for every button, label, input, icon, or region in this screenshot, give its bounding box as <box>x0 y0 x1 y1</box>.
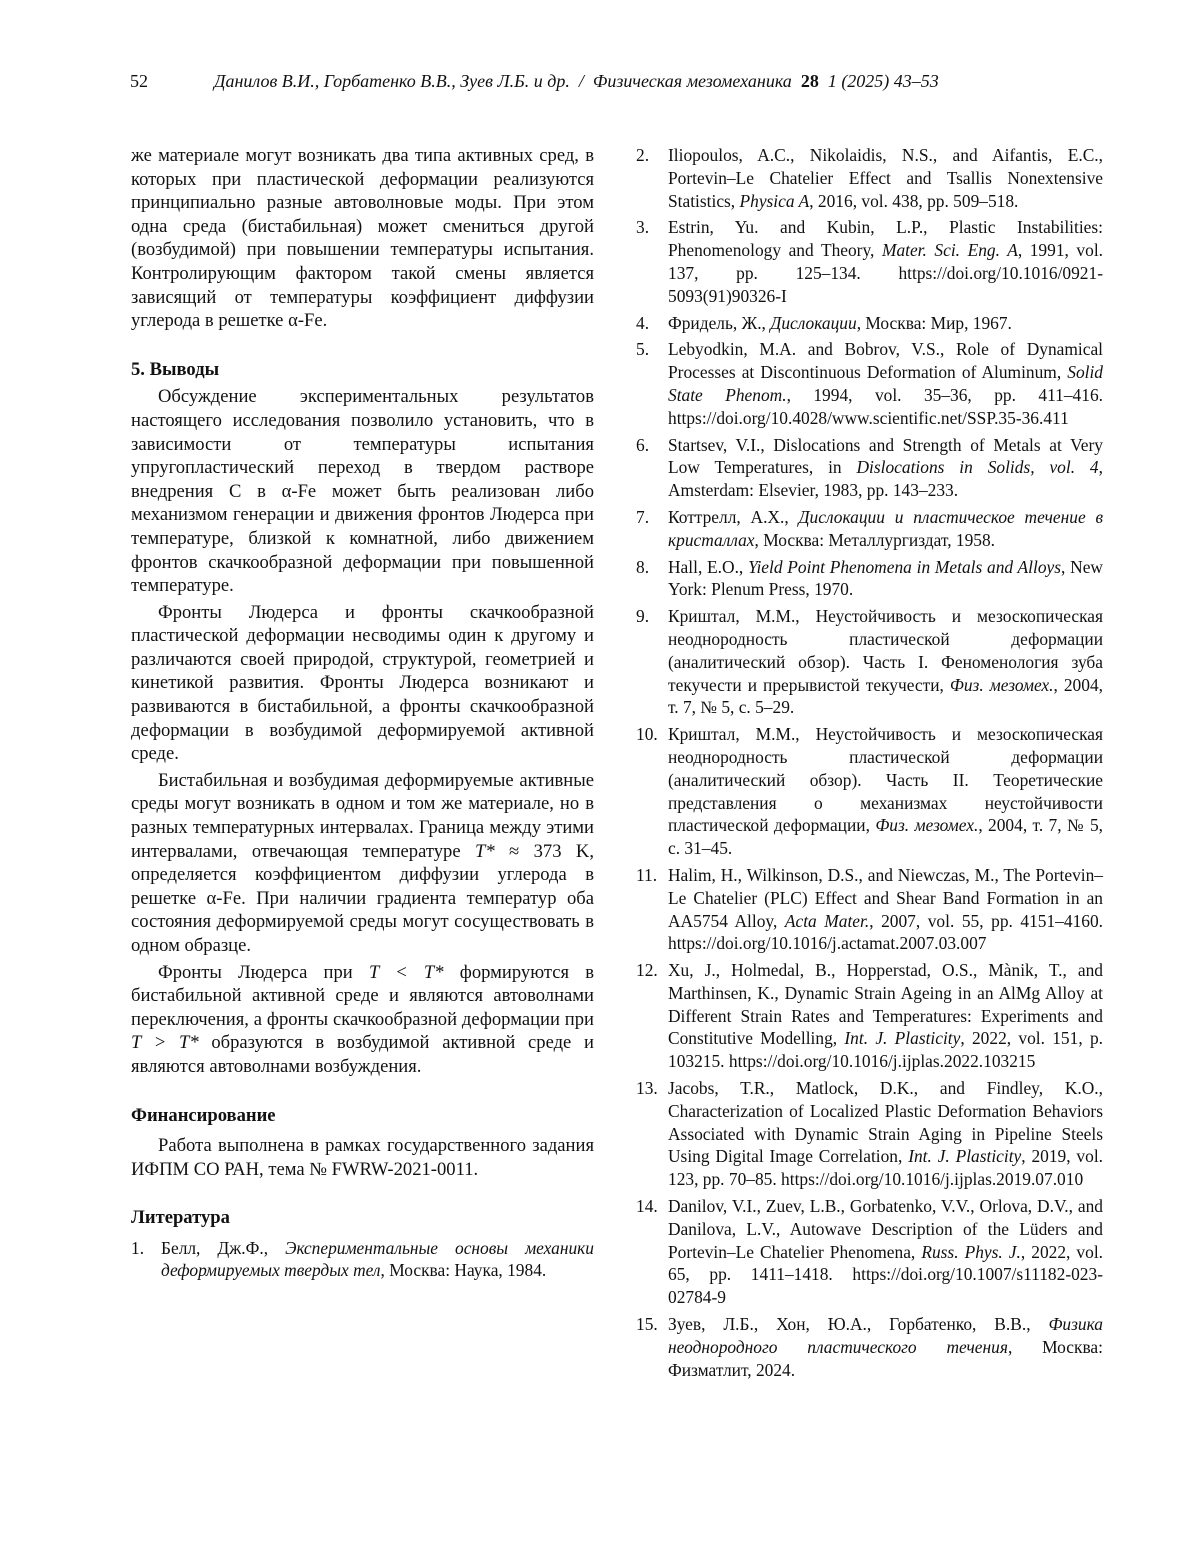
reference-title: Экспериментальные основы механики деформируемых твердых тел <box>161 1238 594 1280</box>
reference-text <box>668 556 1103 602</box>
reference-number: 6. <box>636 434 668 502</box>
reference-tail: , 2004, т. 7, № 5, с. 31–45. <box>668 815 1103 858</box>
funding-heading: Финансирование <box>131 1104 594 1128</box>
journal-page <box>0 0 1200 1553</box>
reference-source: Дислокации и пластическое течение в кристаллах <box>668 507 1103 550</box>
p4-text-b: формируются в бистабильной активной среде и являются автоволнами переключения, а фронты скачкообразной деформации при <box>131 962 594 1030</box>
reference-text <box>668 434 1103 502</box>
reference-source: Int. J. Plasticity <box>844 1028 960 1048</box>
reference-number: 2. <box>636 144 668 212</box>
reference-text <box>668 1077 1103 1191</box>
reference-source: Dislocations in Solids, vol. 4 <box>856 457 1098 477</box>
p4-text-a: Фронты Людерса при <box>158 962 369 983</box>
reference-text <box>668 1313 1103 1381</box>
reference-source: Mater. Sci. Eng. A <box>882 240 1018 260</box>
reference-number: 8. <box>636 556 668 602</box>
reference-text <box>161 1237 594 1282</box>
reference-item <box>636 1077 1103 1191</box>
p4-condition-2: T > T* <box>131 1032 199 1053</box>
reference-text <box>668 1195 1103 1309</box>
reference-number: 3. <box>636 216 668 307</box>
reference-source: Физ. мезомех. <box>950 675 1054 695</box>
reference-tail: , 2019, vol. 123, pp. 70–85. https://doi.org/10.1016/j.ijplas.2019.07.010 <box>668 1146 1103 1189</box>
reference-source: Solid State Phenom. <box>668 362 1103 405</box>
reference-number: 5. <box>636 338 668 429</box>
p3-text-after: ≈ 373 K, определяется коэффициентом диффузии углерода в решетке α-Fe. При наличии градиента температур оба состояния деформируемой среды могут сосуществовать в одном образце. <box>131 841 594 956</box>
header-volume: 28 <box>801 71 819 91</box>
reference-source: Physica A <box>740 191 810 211</box>
reference-text <box>668 864 1103 955</box>
reference-source: Acta Mater. <box>785 911 869 931</box>
header-citation <box>214 70 939 92</box>
reference-tail: , 2004, т. 7, № 5, с. 5–29. <box>668 675 1103 718</box>
reference-tail: , New York: Plenum Press, 1970. <box>668 557 1103 600</box>
header-separator: / <box>579 71 584 91</box>
reference-item <box>636 338 1103 429</box>
reference-tail: , 1991, vol. 137, pp. 125–134. https://doi.org/10.1016/0921-5093(91)90326-I <box>668 240 1103 306</box>
reference-text <box>668 338 1103 429</box>
reference-main: Xu, J., Holmedal, B., Hopperstad, O.S., Mànik, T., and Marthinsen, K., Dynamic Strain Ageing in an AlMg Alloy at Different Strain Rates and Temperatures: Experiments and Constitutive Modelling, <box>668 960 1103 1048</box>
reference-number: 4. <box>636 312 668 335</box>
p3-text-before: Бистабильная и возбудимая деформируемые активные среды могут возникать в одном и том же материале, но в разных температурных интервалах. Граница между этими интервалами, отвечающая температуре <box>131 770 594 862</box>
reference-item <box>636 506 1103 552</box>
reference-number: 12. <box>636 959 668 1073</box>
reference-item <box>636 605 1103 719</box>
reference-tail: , Москва: Наука, 1984. <box>381 1260 547 1280</box>
header-authors: Данилов В.И., Горбатенко В.В., Зуев Л.Б. и др. <box>214 71 570 91</box>
reference-number: 14. <box>636 1195 668 1309</box>
reference-tail: , 2022, vol. 65, pp. 1411–1418. https://doi.org/10.1007/s11182-023-02784-9 <box>668 1242 1103 1308</box>
reference-source: Yield Point Phenomena in Metals and Alloys <box>748 557 1061 577</box>
page-number: 52 <box>130 70 148 92</box>
p4-condition-1: T < T* <box>369 962 444 983</box>
reference-main: Halim, H., Wilkinson, D.S., and Niewczas, M., The Portevin–Le Chatelier (PLC) Effect and Shear Band Formation in an AA5754 Alloy, <box>668 865 1103 931</box>
reference-item <box>636 723 1103 860</box>
reference-number: 7. <box>636 506 668 552</box>
reference-tail: , 2007, vol. 55, pp. 4151–4160. https://doi.org/10.1016/j.actamat.2007.03.007 <box>668 911 1103 954</box>
reference-item <box>636 434 1103 502</box>
p4-text-c: образуются в возбудимой активной среде и являются автоволнами возбуждения. <box>131 1032 594 1077</box>
reference-number: 1. <box>131 1237 161 1282</box>
reference-main: Danilov, V.I., Zuev, L.B., Gorbatenko, V.V., Orlova, D.V., and Danilova, L.V., Autowave Description of the Lüders and Portevin–Le Chatelier Phenomena, <box>668 1196 1103 1262</box>
reference-main: Hall, E.O., <box>668 557 748 577</box>
reference-authors: Белл, Дж.Ф., <box>161 1238 285 1258</box>
reference-source: Russ. Phys. J. <box>921 1242 1021 1262</box>
header-issue-pages: 1 (2025) 43–53 <box>828 71 939 91</box>
reference-item <box>636 1313 1103 1381</box>
reference-tail: , 2022, vol. 151, p. 103215. https://doi.org/10.1016/j.ijplas.2022.103215 <box>668 1028 1103 1071</box>
right-column <box>636 144 1103 1385</box>
reference-item <box>636 556 1103 602</box>
conclusions-paragraph-4 <box>131 961 594 1079</box>
reference-tail: , Amsterdam: Elsevier, 1983, pp. 143–233. <box>668 457 1103 500</box>
p3-variable: T* <box>475 841 495 862</box>
conclusions-heading: 5. Выводы <box>131 358 594 382</box>
reference-item <box>131 1237 594 1282</box>
reference-main: Криштал, М.М., Неустойчивость и мезоскопическая неоднородность пластической деформации (аналитический обзор). Часть II. Теоретические представления о механизмах неустойчивости пластической деформации, <box>668 724 1103 835</box>
reference-item <box>636 312 1103 335</box>
reference-source: Физика неоднородного пластического течения <box>668 1314 1103 1357</box>
reference-source: Int. J. Plasticity <box>908 1146 1021 1166</box>
conclusions-paragraph-1: Обсуждение экспериментальных результатов настоящего исследования позволило установить, что в зависимости от температуры испытания упругопластический переход в твердом растворе внедрения С в α-Fe может быть реализован либо механизмом генерации и движения фронтов Людерса при температуре, близкой к комнатной, либо движением фронтов скачкообразной деформации при повышенной температуре. <box>131 385 594 597</box>
reference-item <box>636 216 1103 307</box>
reference-text <box>668 723 1103 860</box>
conclusions-paragraph-3 <box>131 769 594 958</box>
reference-main: Startsev, V.I., Dislocations and Strength of Metals at Very Low Temperatures, in <box>668 435 1103 478</box>
reference-main: Estrin, Yu. and Kubin, L.P., Plastic Instabilities: Phenomenology and Theory, <box>668 217 1103 260</box>
reference-text <box>668 959 1103 1073</box>
reference-tail: , 2016, vol. 438, pp. 509–518. <box>809 191 1018 211</box>
funding-paragraph: Работа выполнена в рамках государственного задания ИФПМ СО РАН, тема № FWRW-2021-0011. <box>131 1134 594 1181</box>
reference-text <box>668 144 1103 212</box>
header-journal: Физическая мезомеханика <box>593 71 792 91</box>
reference-text <box>668 216 1103 307</box>
reference-tail: , 1994, vol. 35–36, pp. 411–416. https://doi.org/10.4028/www.scientific.net/SSP.35-36.411 <box>668 385 1103 428</box>
reference-main: Lebyodkin, M.A. and Bobrov, V.S., Role of Dynamical Processes at Discontinuous Deformation of Aluminum, <box>668 339 1103 382</box>
references-heading: Литература <box>131 1206 594 1230</box>
reference-source: Дислокации <box>770 313 856 333</box>
reference-text <box>668 605 1103 719</box>
reference-main: Фридель, Ж., <box>668 313 770 333</box>
reference-number: 9. <box>636 605 668 719</box>
reference-number: 11. <box>636 864 668 955</box>
reference-item <box>636 1195 1103 1309</box>
reference-tail: , Москва: Мир, 1967. <box>857 313 1012 333</box>
reference-number: 15. <box>636 1313 668 1381</box>
reference-text <box>668 506 1103 552</box>
reference-item <box>636 144 1103 212</box>
reference-text <box>668 312 1103 335</box>
left-column <box>131 144 594 1286</box>
reference-tail: , Москва: Физматлит, 2024. <box>668 1337 1103 1380</box>
reference-item <box>636 959 1103 1073</box>
conclusions-paragraph-2: Фронты Людерса и фронты скачкообразной пластической деформации несводимы один к другому и различаются своей природой, структурой, геометрией и кинетикой развития. Фронты Людерса возникают и развиваются в бистабильной, а фронты скачкообразной деформации в возбудимой деформируемой активной среде. <box>131 601 594 766</box>
reference-main: Iliopoulos, A.C., Nikolaidis, N.S., and Aifantis, E.C., Portevin–Le Chatelier Effect and Tsallis Nonextensive Statistics, <box>668 145 1103 211</box>
reference-main: Коттрелл, А.Х., <box>668 507 798 527</box>
intro-paragraph: же материале могут возникать два типа активных сред, в которых при пластической деформации реализуются принципиально разные автоволновые моды. При этом одна среда (бистабильная) может смениться другой (возбудимой) при повышении температуры испытания. Контролирующим фактором такой смены является зависящий от температуры коэффициент диффузии углерода в решетке α-Fe. <box>131 144 594 333</box>
reference-source: Физ. мезомех. <box>875 815 978 835</box>
reference-main: Криштал, М.М., Неустойчивость и мезоскопическая неоднородность пластической деформации (аналитический обзор). Часть I. Феноменология зуба текучести и прерывистой текучести, <box>668 606 1103 694</box>
reference-number: 13. <box>636 1077 668 1191</box>
reference-tail: , Москва: Металлургиздат, 1958. <box>755 530 996 550</box>
running-header <box>130 70 1100 96</box>
reference-main: Jacobs, T.R., Matlock, D.K., and Findley, K.O., Characterization of Localized Plastic Deformation Behaviors Associated with Dynamic Strain Aging in Pipeline Steels Using Digital Image Correlation, <box>668 1078 1103 1166</box>
reference-list <box>636 144 1103 1381</box>
reference-main: Зуев, Л.Б., Хон, Ю.А., Горбатенко, В.В., <box>668 1314 1048 1334</box>
reference-item <box>636 864 1103 955</box>
reference-number: 10. <box>636 723 668 860</box>
